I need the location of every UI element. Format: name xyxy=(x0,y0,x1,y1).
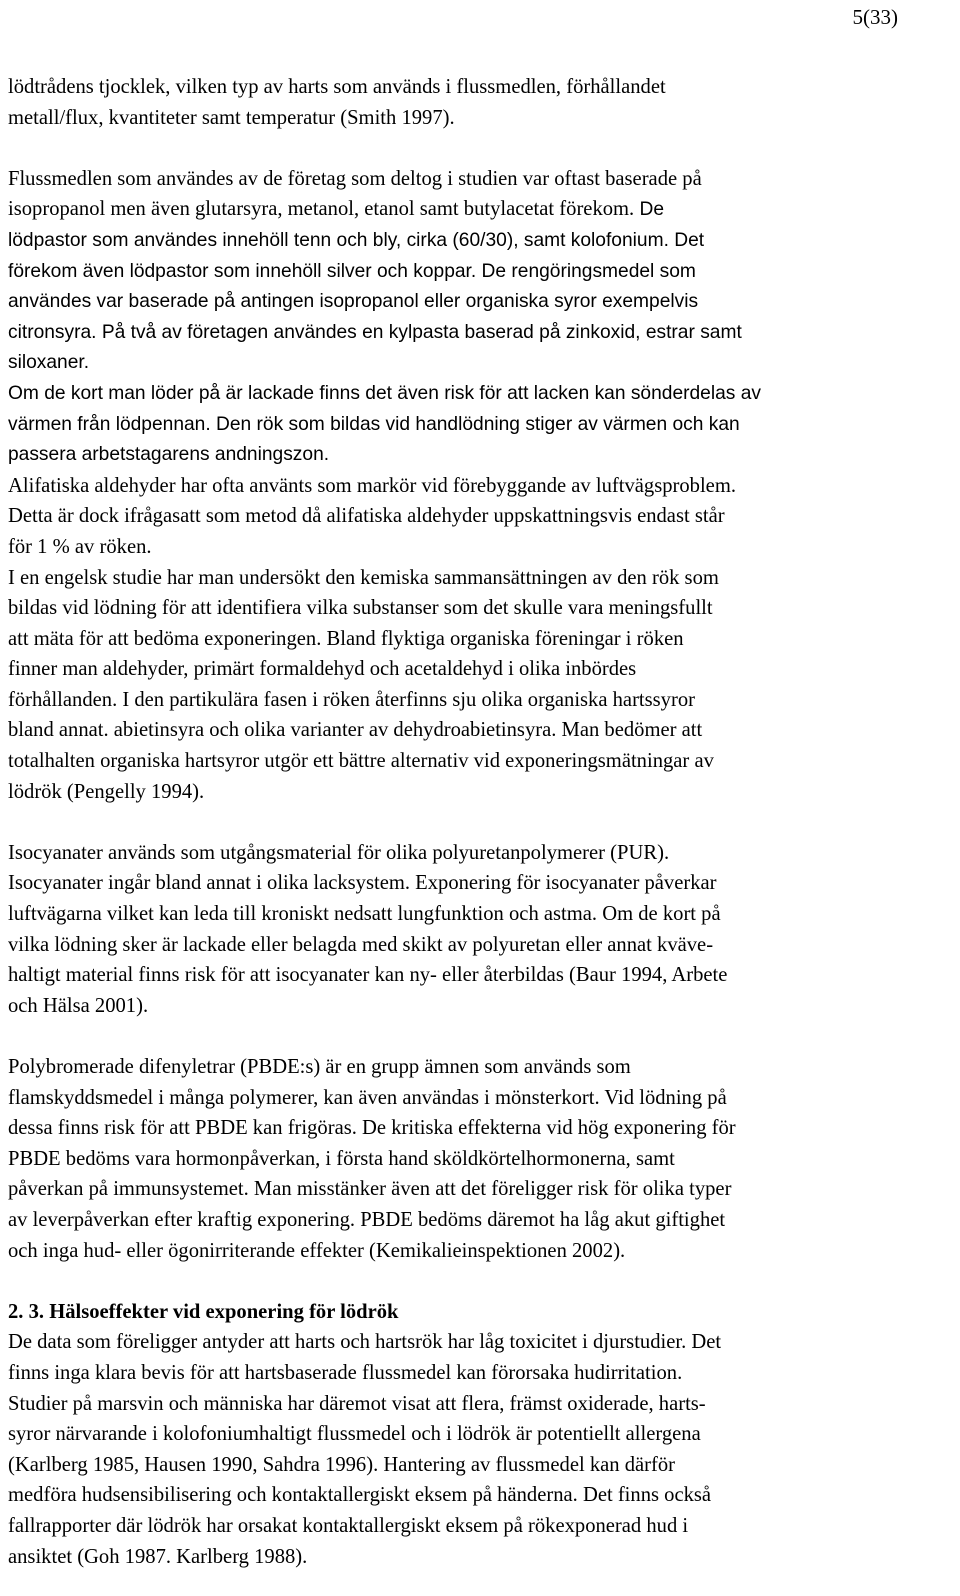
paragraph-gap xyxy=(8,807,953,838)
text-line: och Hälsa 2001). xyxy=(8,994,149,1017)
text-line: förekom även lödpastor som innehöll silver och koppar. De rengöringsmedel som xyxy=(8,260,696,282)
text-line: I en engelsk studie har man undersökt den kemiska sammansättningen av den rök som xyxy=(8,566,719,589)
text-line: värmen från lödpennan. Den rök som bildas vid handlödning stiger av värmen och kan xyxy=(8,413,740,435)
text-line: ansiktet (Goh 1987. Karlberg 1988). xyxy=(8,1545,308,1568)
section-heading: 2. 3. Hälsoeffekter vid exponering för lödrök xyxy=(8,1300,399,1323)
text-line: för 1 % av röken. xyxy=(8,535,152,558)
paragraph-gap xyxy=(8,1021,953,1052)
text-segment: De xyxy=(634,199,665,221)
text-line: finner man aldehyder, primärt formaldehyd och acetaldehyd i olika inbördes xyxy=(8,658,637,681)
text-line: och inga hud- eller ögonirriterande effekter (Kemikalieinspektionen 2002). xyxy=(8,1239,626,1262)
text-line: Om de kort man löder på är lackade finns det även risk för att lacken kan sönderdelas av xyxy=(8,382,761,404)
text-line: haltigt material finns risk för att isocyanater kan ny- eller återbildas (Baur 1994, Arbete xyxy=(8,964,728,987)
text-line: totalhalten organiska hartsyror utgör ett bättre alternativ vid exponeringsmätningar av xyxy=(8,750,714,773)
text-line: Isocyanater ingår bland annat i olika lacksystem. Exponering för isocyanater påverkar xyxy=(8,872,717,895)
text-line: vilka lödning sker är lackade eller belagda med skikt av polyuretan eller annat kväve- xyxy=(8,933,714,956)
text-line: bildas vid lödning för att identifiera vilka substanser som det skulle vara meningsfullt xyxy=(8,597,713,620)
page-number: 5(33) xyxy=(852,5,898,29)
text-line: luftvägarna vilket kan leda till kroniskt nedsatt lungfunktion och astma. Om de kort på xyxy=(8,903,721,926)
text-line: passera arbetstagarens andningszon. xyxy=(8,444,330,466)
text-line: dessa finns risk för att PBDE kan frigöras. De kritiska effekterna vid hög exponering för xyxy=(8,1117,736,1140)
text-line: (Karlberg 1985, Hausen 1990, Sahdra 1996). Hantering av flussmedel kan därför xyxy=(8,1453,676,1476)
text-line: Alifatiska aldehyder har ofta använts som markör vid förebyggande av luftvägsproblem. xyxy=(8,474,736,497)
text-line: Studier på marsvin och människa har däremot visat att flera, främst oxiderade, harts- xyxy=(8,1392,706,1415)
text-line: finns inga klara bevis för att hartsbaserade flussmedel kan förorsaka hudirritation. xyxy=(8,1361,683,1384)
text-line: förhållanden. I den partikulära fasen i röken återfinns sju olika organiska hartssyror xyxy=(8,688,695,711)
text-line: användes var baserade på antingen isopropanol eller organiska syror exempelvis xyxy=(8,291,699,313)
text-line: siloxaner. xyxy=(8,352,90,374)
text-line: De data som föreligger antyder att harts och hartsrök har låg toxicitet i djurstudier. Det xyxy=(8,1331,722,1354)
text-line: Isocyanater används som utgångsmaterial för olika polyuretanpolymerer (PUR). xyxy=(8,841,670,864)
text-line: att mäta för att bedöma exponeringen. Bland flyktiga organiska föreningar i röken xyxy=(8,627,684,650)
paragraph-gap xyxy=(8,133,953,164)
text-line: fallrapporter där lödrök har orsakat kontaktallergiskt eksem på rökexponerad hud i xyxy=(8,1514,689,1537)
text-line: PBDE bedöms vara hormonpåverkan, i första hand sköldkörtelhormonerna, samt xyxy=(8,1147,675,1170)
body-text xyxy=(8,72,953,1572)
text-line: påverkan på immunsystemet. Man misstänker även att det föreligger risk för olika typer xyxy=(8,1178,732,1201)
text-line: citronsyra. På två av företagen användes en kylpasta baserad på zinkoxid, estrar samt xyxy=(8,321,742,343)
text-line: lödpastor som användes innehöll tenn och bly, cirka (60/30), samt kolofonium. Det xyxy=(8,229,705,251)
text-segment: isopropanol men även glutarsyra, metanol, etanol samt butylacetat förekom. xyxy=(8,198,635,221)
paragraph-gap xyxy=(8,1266,953,1297)
text-line: bland annat. abietinsyra och olika varianter av dehydroabietinsyra. Man bedömer att xyxy=(8,719,703,742)
text-line: medföra hudsensibilisering och kontaktallergiskt eksem på händerna. Det finns också xyxy=(8,1484,712,1507)
text-line: lödtrådens tjocklek, vilken typ av harts som används i flussmedlen, förhållandet xyxy=(8,76,666,98)
text-line: syror närvarande i kolofoniumhaltigt flussmedel och i lödrök är potentiellt allergena xyxy=(8,1423,701,1446)
text-line xyxy=(8,194,953,226)
text-line: metall/flux, kvantiteter samt temperatur (Smith 1997). xyxy=(8,106,455,129)
text-line: Flussmedlen som användes av de företag som deltog i studien var oftast baserade på xyxy=(8,167,702,190)
text-line: Polybromerade difenyletrar (PBDE:s) är en grupp ämnen som används som xyxy=(8,1056,631,1078)
text-line: av leverpåverkan efter kraftig exponering. PBDE bedöms däremot ha låg akut giftighet xyxy=(8,1208,726,1231)
text-line: lödrök (Pengelly 1994). xyxy=(8,780,205,803)
text-line: flamskyddsmedel i många polymerer, kan även användas i mönsterkort. Vid lödning på xyxy=(8,1086,727,1109)
text-line: Detta är dock ifrågasatt som metod då alifatiska aldehyder uppskattningsvis endast står xyxy=(8,505,725,528)
